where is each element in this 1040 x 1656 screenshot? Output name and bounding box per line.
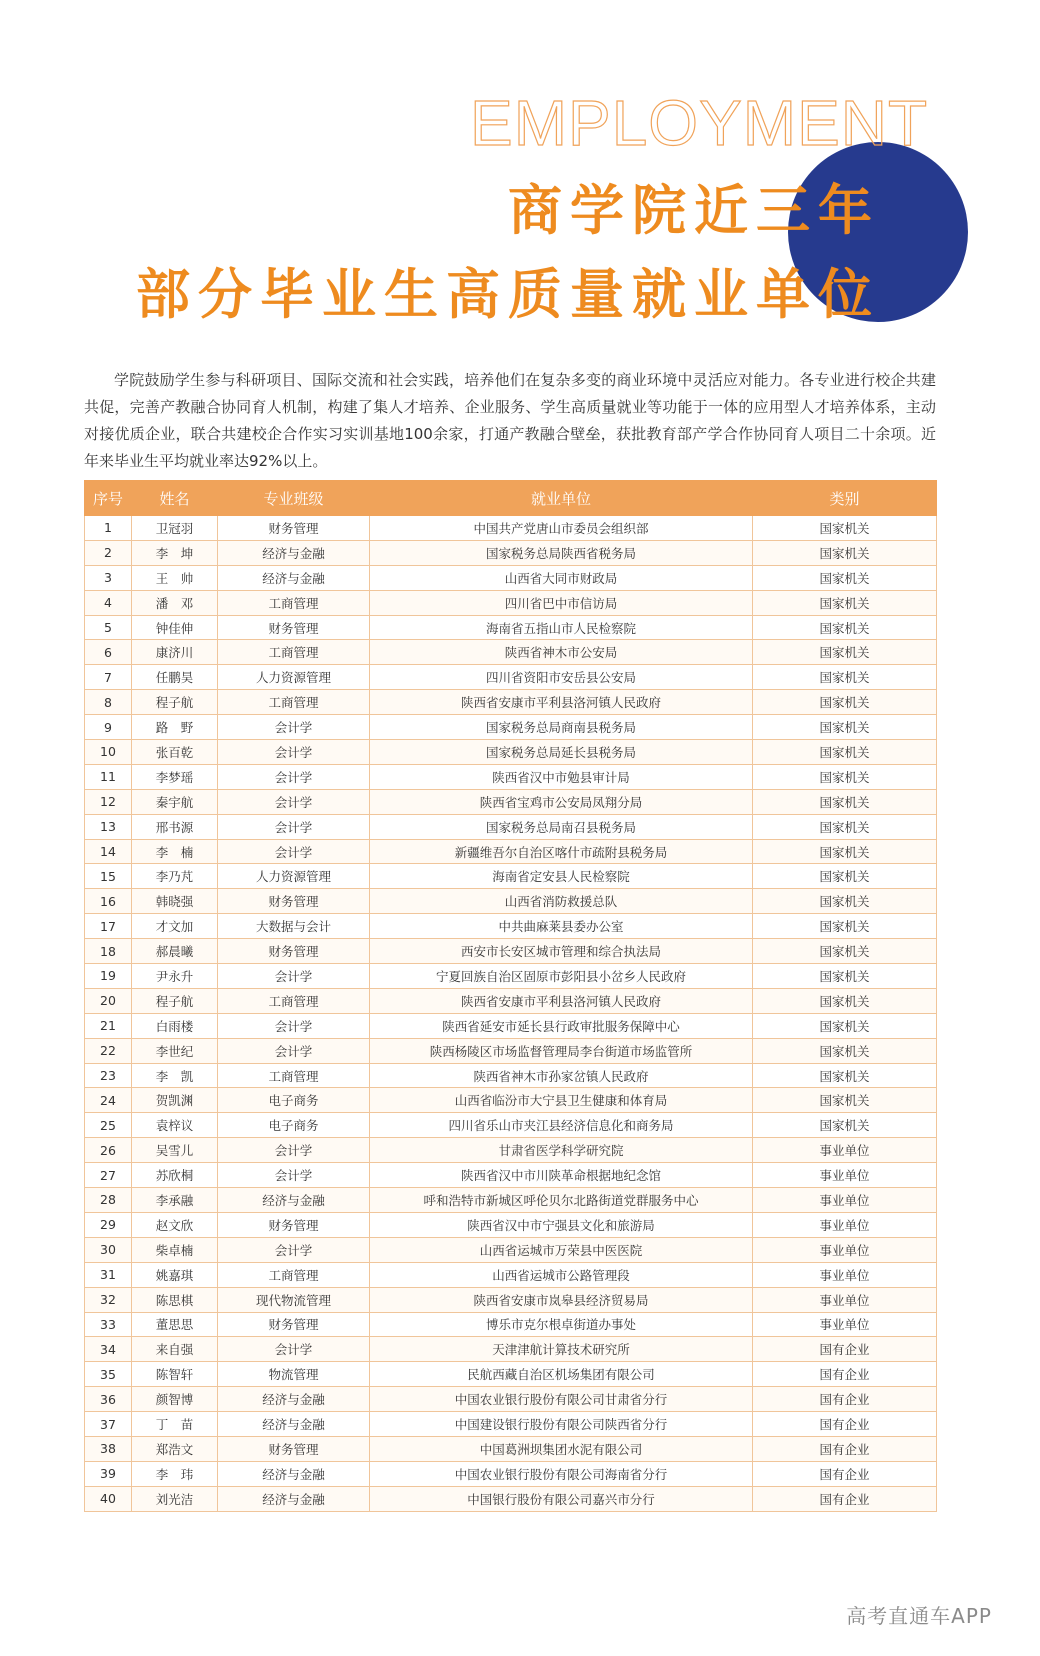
cell-employer: 陕西省安康市岚皋县经济贸易局 bbox=[370, 1287, 753, 1312]
cell-category: 事业单位 bbox=[753, 1188, 937, 1213]
cell-category: 国家机关 bbox=[753, 939, 937, 964]
cell-employer: 新疆维吾尔自治区喀什市疏附县税务局 bbox=[370, 839, 753, 864]
cell-major: 会计学 bbox=[218, 1138, 370, 1163]
intro-paragraph: 学院鼓励学生参与科研项目、国际交流和社会实践，培养他们在复杂多变的商业环境中灵活应对能力。各专业进行校企共建共促，完善产教融合协同育人机制，构建了集人才培养、企业服务、学生高质量就业等功能于一体的应用型人才培养体系，主动对接优质企业，联合共建校企合作实习实训基地100余家，打通产教融合壁垒，获批教育部产学合作协同育人项目二十余项。近年来毕业生平均就业率达92%以上。 bbox=[84, 371, 936, 470]
cell-major: 工商管理 bbox=[218, 590, 370, 615]
cell-index: 10 bbox=[85, 740, 132, 765]
cell-category: 国家机关 bbox=[753, 789, 937, 814]
cell-name: 苏欣桐 bbox=[132, 1163, 218, 1188]
cell-major: 工商管理 bbox=[218, 1063, 370, 1088]
cell-index: 17 bbox=[85, 914, 132, 939]
cell-employer: 陕西省神木市孙家岔镇人民政府 bbox=[370, 1063, 753, 1088]
table-row bbox=[85, 1486, 937, 1511]
cell-name: 袁梓议 bbox=[132, 1113, 218, 1138]
cell-major: 会计学 bbox=[218, 1013, 370, 1038]
cell-category: 国有企业 bbox=[753, 1362, 937, 1387]
cell-major: 经济与金融 bbox=[218, 540, 370, 565]
cell-name: 李世纪 bbox=[132, 1038, 218, 1063]
cell-name: 王 帅 bbox=[132, 565, 218, 590]
table-row bbox=[85, 1436, 937, 1461]
cell-index: 9 bbox=[85, 715, 132, 740]
cell-major: 人力资源管理 bbox=[218, 665, 370, 690]
cell-category: 国家机关 bbox=[753, 615, 937, 640]
cell-major: 电子商务 bbox=[218, 1088, 370, 1113]
cell-index: 3 bbox=[85, 565, 132, 590]
cell-major: 工商管理 bbox=[218, 640, 370, 665]
cell-major: 工商管理 bbox=[218, 988, 370, 1013]
cell-index: 23 bbox=[85, 1063, 132, 1088]
cell-category: 国有企业 bbox=[753, 1412, 937, 1437]
table-row bbox=[85, 1237, 937, 1262]
cell-index: 24 bbox=[85, 1088, 132, 1113]
cell-name: 秦宇航 bbox=[132, 789, 218, 814]
cell-category: 国家机关 bbox=[753, 914, 937, 939]
cell-major: 会计学 bbox=[218, 764, 370, 789]
cell-index: 4 bbox=[85, 590, 132, 615]
cell-employer: 民航西藏自治区机场集团有限公司 bbox=[370, 1362, 753, 1387]
cell-index: 16 bbox=[85, 889, 132, 914]
cell-employer: 陕西省汉中市宁强县文化和旅游局 bbox=[370, 1212, 753, 1237]
cell-index: 20 bbox=[85, 988, 132, 1013]
cell-name: 潘 邓 bbox=[132, 590, 218, 615]
cell-index: 36 bbox=[85, 1387, 132, 1412]
cell-employer: 宁夏回族自治区固原市彭阳县小岔乡人民政府 bbox=[370, 964, 753, 989]
cell-major: 经济与金融 bbox=[218, 1461, 370, 1486]
page-title-line-2: 部分毕业生高质量就业单位 bbox=[136, 263, 880, 326]
cell-employer: 国家税务总局商南县税务局 bbox=[370, 715, 753, 740]
employment-table-wrapper bbox=[84, 480, 936, 1512]
cell-category: 事业单位 bbox=[753, 1237, 937, 1262]
cell-major: 会计学 bbox=[218, 839, 370, 864]
cell-employer: 陕西省汉中市勉县审计局 bbox=[370, 764, 753, 789]
cell-category: 国家机关 bbox=[753, 1038, 937, 1063]
cell-name: 贺凯渊 bbox=[132, 1088, 218, 1113]
cell-category: 国有企业 bbox=[753, 1461, 937, 1486]
cell-name: 才文加 bbox=[132, 914, 218, 939]
cell-index: 7 bbox=[85, 665, 132, 690]
cell-category: 国家机关 bbox=[753, 964, 937, 989]
cell-name: 赵文欣 bbox=[132, 1212, 218, 1237]
cell-employer: 陕西省神木市公安局 bbox=[370, 640, 753, 665]
table-row bbox=[85, 889, 937, 914]
table-row bbox=[85, 1287, 937, 1312]
cell-category: 国家机关 bbox=[753, 565, 937, 590]
cell-employer: 中国葛洲坝集团水泥有限公司 bbox=[370, 1436, 753, 1461]
cell-index: 5 bbox=[85, 615, 132, 640]
cell-name: 郑浩文 bbox=[132, 1436, 218, 1461]
header-major: 专业班级 bbox=[218, 481, 370, 516]
cell-employer: 山西省消防救援总队 bbox=[370, 889, 753, 914]
cell-name: 尹永升 bbox=[132, 964, 218, 989]
cell-name: 柴卓楠 bbox=[132, 1237, 218, 1262]
cell-employer: 陕西省宝鸡市公安局凤翔分局 bbox=[370, 789, 753, 814]
cell-employer: 海南省五指山市人民检察院 bbox=[370, 615, 753, 640]
table-row bbox=[85, 1088, 937, 1113]
cell-name: 刘光洁 bbox=[132, 1486, 218, 1511]
cell-name: 李 楠 bbox=[132, 839, 218, 864]
cell-category: 国有企业 bbox=[753, 1387, 937, 1412]
table-row bbox=[85, 988, 937, 1013]
cell-category: 事业单位 bbox=[753, 1138, 937, 1163]
cell-category: 事业单位 bbox=[753, 1262, 937, 1287]
cell-employer: 山西省运城市公路管理段 bbox=[370, 1262, 753, 1287]
table-row bbox=[85, 690, 937, 715]
cell-employer: 博乐市克尔根卓街道办事处 bbox=[370, 1312, 753, 1337]
cell-index: 15 bbox=[85, 864, 132, 889]
cell-index: 13 bbox=[85, 814, 132, 839]
cell-employer: 四川省乐山市夹江县经济信息化和商务局 bbox=[370, 1113, 753, 1138]
cell-major: 会计学 bbox=[218, 814, 370, 839]
cell-index: 38 bbox=[85, 1436, 132, 1461]
cell-name: 程子航 bbox=[132, 988, 218, 1013]
cell-employer: 中国农业银行股份有限公司海南省分行 bbox=[370, 1461, 753, 1486]
cell-category: 国家机关 bbox=[753, 1088, 937, 1113]
table-row bbox=[85, 1038, 937, 1063]
cell-major: 现代物流管理 bbox=[218, 1287, 370, 1312]
table-row bbox=[85, 814, 937, 839]
page-title-line-1: 商学院近三年 bbox=[508, 179, 880, 242]
cell-employer: 陕西省延安市延长县行政审批服务保障中心 bbox=[370, 1013, 753, 1038]
cell-employer: 四川省资阳市安岳县公安局 bbox=[370, 665, 753, 690]
table-body bbox=[85, 516, 937, 1512]
table-row bbox=[85, 715, 937, 740]
cell-name: 陈智轩 bbox=[132, 1362, 218, 1387]
cell-employer: 陕西省安康市平利县洛河镇人民政府 bbox=[370, 690, 753, 715]
cell-category: 国家机关 bbox=[753, 814, 937, 839]
cell-employer: 国家税务总局南召县税务局 bbox=[370, 814, 753, 839]
cell-index: 22 bbox=[85, 1038, 132, 1063]
cell-major: 财务管理 bbox=[218, 615, 370, 640]
cell-category: 事业单位 bbox=[753, 1287, 937, 1312]
cell-employer: 国家税务总局延长县税务局 bbox=[370, 740, 753, 765]
cell-index: 6 bbox=[85, 640, 132, 665]
cell-major: 财务管理 bbox=[218, 516, 370, 541]
cell-category: 国家机关 bbox=[753, 640, 937, 665]
cell-index: 31 bbox=[85, 1262, 132, 1287]
cell-name: 李承融 bbox=[132, 1188, 218, 1213]
cell-employer: 中国农业银行股份有限公司甘肃省分行 bbox=[370, 1387, 753, 1412]
table-row bbox=[85, 1337, 937, 1362]
table-row bbox=[85, 939, 937, 964]
cell-employer: 中国建设银行股份有限公司陕西省分行 bbox=[370, 1412, 753, 1437]
cell-employer: 陕西省汉中市川陕革命根据地纪念馆 bbox=[370, 1163, 753, 1188]
table-row bbox=[85, 1312, 937, 1337]
employment-table bbox=[84, 480, 937, 1512]
table-row bbox=[85, 565, 937, 590]
cell-employer: 西安市长安区城市管理和综合执法局 bbox=[370, 939, 753, 964]
table-row bbox=[85, 615, 937, 640]
cell-major: 财务管理 bbox=[218, 1212, 370, 1237]
cell-category: 国有企业 bbox=[753, 1486, 937, 1511]
cell-index: 37 bbox=[85, 1412, 132, 1437]
cell-major: 工商管理 bbox=[218, 1262, 370, 1287]
table-row bbox=[85, 1163, 937, 1188]
cell-major: 会计学 bbox=[218, 1237, 370, 1262]
cell-name: 李梦瑶 bbox=[132, 764, 218, 789]
cell-employer: 四川省巴中市信访局 bbox=[370, 590, 753, 615]
cell-index: 35 bbox=[85, 1362, 132, 1387]
cell-category: 国家机关 bbox=[753, 1113, 937, 1138]
cell-major: 会计学 bbox=[218, 1163, 370, 1188]
cell-name: 韩晓强 bbox=[132, 889, 218, 914]
cell-category: 国家机关 bbox=[753, 740, 937, 765]
cell-employer: 国家税务总局陕西省税务局 bbox=[370, 540, 753, 565]
cell-employer: 甘肃省医学科学研究院 bbox=[370, 1138, 753, 1163]
cell-name: 路 野 bbox=[132, 715, 218, 740]
cell-index: 21 bbox=[85, 1013, 132, 1038]
header-employer: 就业单位 bbox=[370, 481, 753, 516]
cell-employer: 山西省运城市万荣县中医医院 bbox=[370, 1237, 753, 1262]
cell-name: 邢书源 bbox=[132, 814, 218, 839]
cell-major: 经济与金融 bbox=[218, 1188, 370, 1213]
cell-name: 李 凯 bbox=[132, 1063, 218, 1088]
cell-major: 会计学 bbox=[218, 1038, 370, 1063]
cell-name: 任鹏昊 bbox=[132, 665, 218, 690]
cell-category: 国家机关 bbox=[753, 590, 937, 615]
cell-major: 工商管理 bbox=[218, 690, 370, 715]
cell-index: 32 bbox=[85, 1287, 132, 1312]
cell-index: 39 bbox=[85, 1461, 132, 1486]
cell-index: 29 bbox=[85, 1212, 132, 1237]
cell-index: 26 bbox=[85, 1138, 132, 1163]
cell-name: 丁 苗 bbox=[132, 1412, 218, 1437]
header-index: 序号 bbox=[85, 481, 132, 516]
cell-name: 李乃芃 bbox=[132, 864, 218, 889]
cell-major: 财务管理 bbox=[218, 939, 370, 964]
table-row bbox=[85, 839, 937, 864]
cell-name: 郝晨曦 bbox=[132, 939, 218, 964]
cell-category: 国有企业 bbox=[753, 1337, 937, 1362]
header-category: 类别 bbox=[753, 481, 937, 516]
table-row bbox=[85, 1412, 937, 1437]
cell-category: 国家机关 bbox=[753, 839, 937, 864]
cell-index: 19 bbox=[85, 964, 132, 989]
cell-employer: 中国银行股份有限公司嘉兴市分行 bbox=[370, 1486, 753, 1511]
cell-major: 经济与金融 bbox=[218, 1387, 370, 1412]
table-row bbox=[85, 665, 937, 690]
cell-index: 12 bbox=[85, 789, 132, 814]
cell-name: 钟佳伸 bbox=[132, 615, 218, 640]
cell-index: 33 bbox=[85, 1312, 132, 1337]
cell-category: 国家机关 bbox=[753, 764, 937, 789]
cell-name: 李 坤 bbox=[132, 540, 218, 565]
table-header-row bbox=[85, 481, 937, 516]
table-row bbox=[85, 1188, 937, 1213]
cell-index: 18 bbox=[85, 939, 132, 964]
cell-major: 经济与金融 bbox=[218, 1486, 370, 1511]
cell-name: 陈思棋 bbox=[132, 1287, 218, 1312]
table-row bbox=[85, 964, 937, 989]
employment-heading: EMPLOYMENT bbox=[470, 87, 929, 159]
cell-index: 30 bbox=[85, 1237, 132, 1262]
cell-category: 国家机关 bbox=[753, 988, 937, 1013]
cell-name: 程子航 bbox=[132, 690, 218, 715]
table-row bbox=[85, 1113, 937, 1138]
cell-major: 物流管理 bbox=[218, 1362, 370, 1387]
cell-employer: 山西省临汾市大宁县卫生健康和体育局 bbox=[370, 1088, 753, 1113]
table-row bbox=[85, 864, 937, 889]
table-row bbox=[85, 764, 937, 789]
cell-name: 白雨楼 bbox=[132, 1013, 218, 1038]
cell-employer: 山西省大同市财政局 bbox=[370, 565, 753, 590]
watermark: 高考直通车APP bbox=[846, 1604, 992, 1628]
table-row bbox=[85, 914, 937, 939]
cell-name: 康济川 bbox=[132, 640, 218, 665]
table-row bbox=[85, 1063, 937, 1088]
cell-name: 李 玮 bbox=[132, 1461, 218, 1486]
cell-major: 会计学 bbox=[218, 1337, 370, 1362]
table-row bbox=[85, 1262, 937, 1287]
cell-category: 国家机关 bbox=[753, 665, 937, 690]
cell-category: 国有企业 bbox=[753, 1436, 937, 1461]
cell-major: 人力资源管理 bbox=[218, 864, 370, 889]
cell-major: 经济与金融 bbox=[218, 565, 370, 590]
table-row bbox=[85, 1461, 937, 1486]
cell-category: 事业单位 bbox=[753, 1212, 937, 1237]
cell-category: 国家机关 bbox=[753, 1013, 937, 1038]
table-row bbox=[85, 1212, 937, 1237]
cell-employer: 海南省定安县人民检察院 bbox=[370, 864, 753, 889]
cell-major: 会计学 bbox=[218, 715, 370, 740]
table-row bbox=[85, 516, 937, 541]
cell-employer: 天津津航计算技术研究所 bbox=[370, 1337, 753, 1362]
cell-name: 吴雪儿 bbox=[132, 1138, 218, 1163]
cell-major: 会计学 bbox=[218, 740, 370, 765]
cell-name: 董思思 bbox=[132, 1312, 218, 1337]
cell-index: 34 bbox=[85, 1337, 132, 1362]
cell-major: 大数据与会计 bbox=[218, 914, 370, 939]
table-row bbox=[85, 1013, 937, 1038]
cell-index: 8 bbox=[85, 690, 132, 715]
cell-index: 28 bbox=[85, 1188, 132, 1213]
cell-category: 国家机关 bbox=[753, 715, 937, 740]
table-row bbox=[85, 590, 937, 615]
table-row bbox=[85, 1362, 937, 1387]
cell-category: 事业单位 bbox=[753, 1163, 937, 1188]
cell-employer: 陕西杨陵区市场监督管理局李台街道市场监管所 bbox=[370, 1038, 753, 1063]
cell-name: 张百乾 bbox=[132, 740, 218, 765]
cell-major: 财务管理 bbox=[218, 1312, 370, 1337]
table-row bbox=[85, 740, 937, 765]
cell-category: 国家机关 bbox=[753, 690, 937, 715]
cell-major: 财务管理 bbox=[218, 889, 370, 914]
cell-index: 25 bbox=[85, 1113, 132, 1138]
cell-index: 1 bbox=[85, 516, 132, 541]
cell-employer: 中国共产党唐山市委员会组织部 bbox=[370, 516, 753, 541]
cell-name: 来自强 bbox=[132, 1337, 218, 1362]
cell-major: 财务管理 bbox=[218, 1436, 370, 1461]
cell-employer: 呼和浩特市新城区呼伦贝尔北路街道党群服务中心 bbox=[370, 1188, 753, 1213]
cell-name: 颜智博 bbox=[132, 1387, 218, 1412]
cell-category: 国家机关 bbox=[753, 864, 937, 889]
cell-major: 经济与金融 bbox=[218, 1412, 370, 1437]
cell-major: 会计学 bbox=[218, 789, 370, 814]
cell-employer: 中共曲麻莱县委办公室 bbox=[370, 914, 753, 939]
table-row bbox=[85, 1138, 937, 1163]
cell-employer: 陕西省安康市平利县洛河镇人民政府 bbox=[370, 988, 753, 1013]
table-row bbox=[85, 789, 937, 814]
cell-category: 国家机关 bbox=[753, 540, 937, 565]
cell-category: 国家机关 bbox=[753, 889, 937, 914]
cell-category: 事业单位 bbox=[753, 1312, 937, 1337]
cell-index: 2 bbox=[85, 540, 132, 565]
cell-category: 国家机关 bbox=[753, 516, 937, 541]
header-name: 姓名 bbox=[132, 481, 218, 516]
cell-index: 27 bbox=[85, 1163, 132, 1188]
cell-name: 姚嘉琪 bbox=[132, 1262, 218, 1287]
cell-major: 会计学 bbox=[218, 964, 370, 989]
cell-index: 14 bbox=[85, 839, 132, 864]
table-row bbox=[85, 1387, 937, 1412]
cell-major: 电子商务 bbox=[218, 1113, 370, 1138]
table-row bbox=[85, 640, 937, 665]
cell-name: 卫冠羽 bbox=[132, 516, 218, 541]
table-row bbox=[85, 540, 937, 565]
cell-index: 40 bbox=[85, 1486, 132, 1511]
cell-category: 国家机关 bbox=[753, 1063, 937, 1088]
cell-index: 11 bbox=[85, 764, 132, 789]
